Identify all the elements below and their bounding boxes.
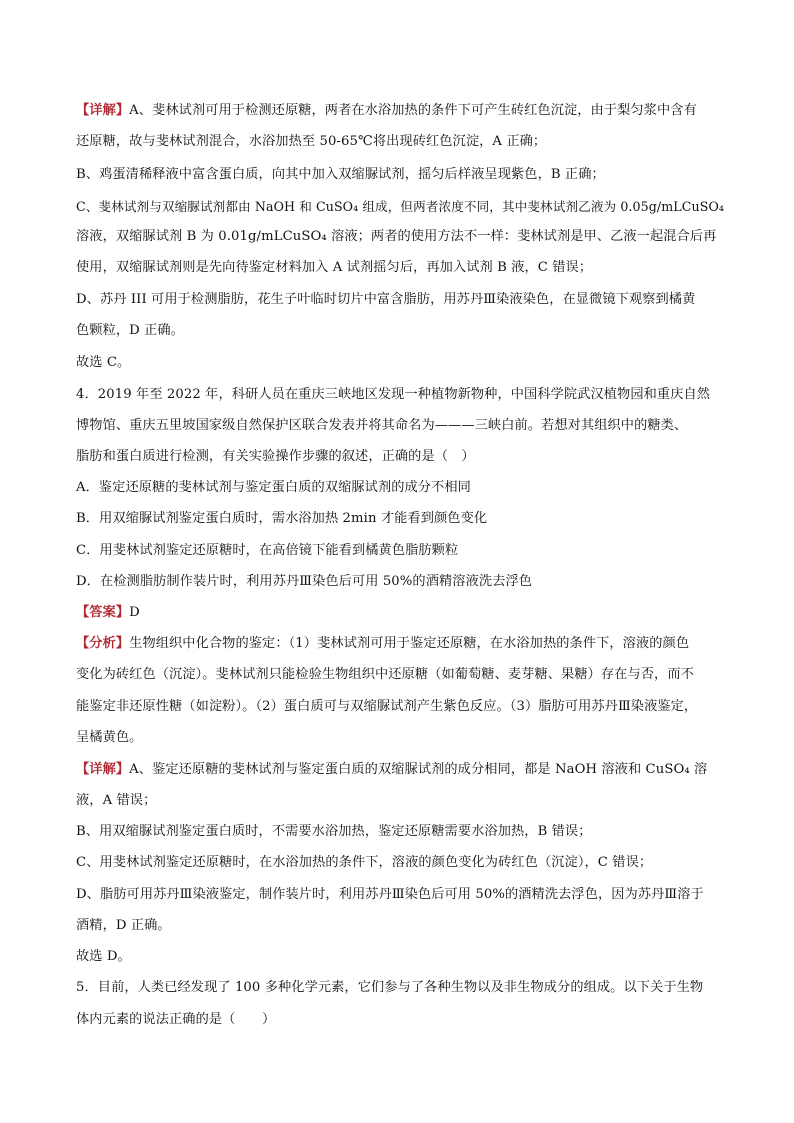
q4-detail-line-1: 【详解】A、鉴定还原糖的斐林试剂与鉴定蛋白质的双缩脲试剂的成分相同，都是 NaOH 溶液和 CuSO₄ 溶 bbox=[76, 762, 708, 777]
q4-conclusion: 故选 D。 bbox=[76, 949, 131, 964]
q3-detail-line-6: 使用，双缩脲试剂则是先向待鉴定材料加入 A 试剂摇匀后，再加入试剂 B 液，C 错误； bbox=[76, 260, 593, 275]
q4-detail-line-2: 液，A 错误； bbox=[76, 793, 157, 808]
q3-detail-line-7: D、苏丹 III 可用于检测脂肪，花生子叶临时切片中富含脂肪，用苏丹Ⅲ染液染色，在显微镜下观察到橘黄 bbox=[76, 292, 696, 307]
q3-detail-line-1: 【详解】A、斐林试剂可用于检测还原糖，两者在水浴加热的条件下可产生砖红色沉淀，由于梨匀浆中含有 bbox=[76, 103, 697, 118]
q3-conclusion: 故选 C。 bbox=[76, 355, 131, 370]
q4-stem-line-3: 脂肪和蛋白质进行检测，有关实验操作步骤的叙述，正确的是（ ） bbox=[76, 449, 475, 464]
q3-detail-line-3: B、鸡蛋清稀释液中富含蛋白质，向其中加入双缩脲试剂，摇匀后样液呈现紫色，B 正确； bbox=[76, 167, 605, 182]
q4-analysis-line-2: 变化为砖红色（沉淀）。斐林试剂只能检验生物组织中还原糖（如葡萄糖、麦芽糖、果糖）存在与否，而不 bbox=[76, 667, 694, 682]
detail-label: 【详解】 bbox=[76, 762, 130, 777]
answer-value: D bbox=[129, 605, 140, 620]
analysis-label: 【分析】 bbox=[76, 636, 130, 651]
q4-detail-line-4: C、用斐林试剂鉴定还原糖时，在水浴加热的条件下，溶液的颜色变化为砖红色（沉淀），C 错误； bbox=[76, 855, 653, 870]
q5-stem-line-2: 体内元素的说法正确的是（ ） bbox=[76, 1012, 276, 1027]
q4-option-a: A．鉴定还原糖的斐林试剂与鉴定蛋白质的双缩脲试剂的成分不相同 bbox=[76, 480, 471, 495]
q4-detail-line-3: B、用双缩脲试剂鉴定蛋白质时，不需要水浴加热，鉴定还原糖需要水浴加热，B 错误； bbox=[76, 824, 592, 839]
answer-label: 【答案】 bbox=[76, 605, 130, 620]
q4-option-b: B．用双缩脲试剂鉴定蛋白质时，需水浴加热 2min 才能看到颜色变化 bbox=[76, 511, 488, 526]
q4-stem-line-1: 4．2019 年至 2022 年，科研人员在重庆三峡地区发现一种植物新物种，中国科学院武汉植物园和重庆自然 bbox=[76, 387, 711, 402]
q4-detail-line-5: D、脂肪可用苏丹Ⅲ染液鉴定，制作装片时，利用苏丹Ⅲ染色后可用 50%的酒精洗去浮色，因为苏丹Ⅲ溶于 bbox=[76, 887, 704, 902]
q4-stem-line-2: 博物馆、重庆五里坡国家级自然保护区联合发表并将其命名为———三峡白前。若想对其组织中的糖类、 bbox=[76, 418, 688, 433]
q4-detail-line-6: 酒精，D 正确。 bbox=[76, 918, 171, 933]
q4-analysis-line-3: 能鉴定非还原性糖（如淀粉）。（2）蛋白质可与双缩脲试剂产生紫色反应。（3）脂肪可用苏丹Ⅲ染液鉴定， bbox=[76, 699, 698, 714]
q4-option-d: D．在检测脂肪制作装片时，利用苏丹Ⅲ染色后可用 50%的酒精溶液洗去浮色 bbox=[76, 574, 533, 589]
q3-detail-line-8: 色颗粒，D 正确。 bbox=[76, 323, 184, 338]
q4-answer bbox=[76, 603, 726, 623]
q3-detail-line-2: 还原糖，故与斐林试剂混合，水浴加热至 50-65℃将出现砖红色沉淀，A 正确； bbox=[76, 134, 547, 149]
q4-analysis-line-4: 呈橘黄色。 bbox=[76, 730, 143, 745]
q3-detail-line-5: 溶液，双缩脲试剂 B 为 0.01g/mLCuSO₄ 溶液；两者的使用方法不一样：斐林试剂是甲、乙液一起混合后再 bbox=[76, 229, 717, 244]
q5-stem-line-1: 5．目前，人类已经发现了 100 多种化学元素，它们参与了各种生物以及非生物成分的组成。以下关于生物 bbox=[76, 980, 704, 995]
detail-label: 【详解】 bbox=[76, 103, 130, 118]
q4-option-c: C．用斐林试剂鉴定还原糖时，在高倍镜下能看到橘黄色脂肪颗粒 bbox=[76, 543, 459, 558]
q3-detail-line-4: C、斐林试剂与双缩脲试剂都由 NaOH 和 CuSO₄ 组成，但两者浓度不同，其中斐林试剂乙液为 0.05g/mLCuSO₄ bbox=[76, 199, 725, 214]
q4-analysis-line-1: 【分析】生物组织中化合物的鉴定：（1）斐林试剂可用于鉴定还原糖，在水浴加热的条件下，溶液的颜色 bbox=[76, 636, 690, 651]
